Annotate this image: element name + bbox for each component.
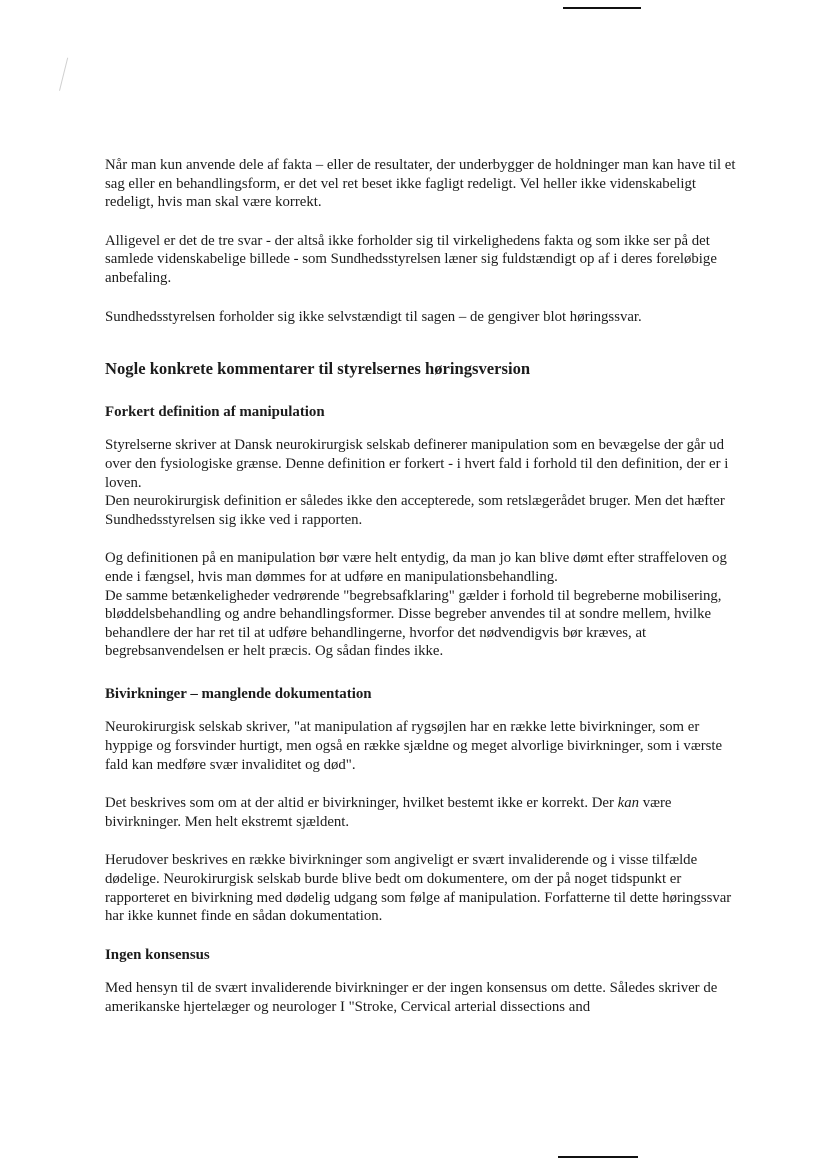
section-heading-kommentarer: Nogle konkrete kommentarer til styrelsernes høringsversion: [105, 359, 531, 379]
paragraph-neurokirurgisk-citat: Neurokirurgisk selskab skriver, "at manipulation af rygsøjlen har en række lette bivirkninger, som er hyppige og forsvinder hurtigt, men også en række sjældne og meget alvorlige bivirkninger, som i værste fald kan medføre svær invaliditet og død".: [105, 719, 723, 773]
scan-artifact-bottom: [558, 1156, 638, 1158]
subsection-heading-bivirkninger: Bivirkninger – manglende dokumentation: [105, 685, 372, 702]
scan-artifact-top: [563, 7, 641, 9]
paragraph-begrebsafklaring: De samme betænkeligheder vedrørende "begrebsafklaring" gælder i forhold til begreberne mobilisering, bløddelsbehandling og andre behandlingsformer. Disse begreber anvendes til at sondre mellem, hvilke behandlere der har ret til at udføre behandlingerne, hvorfor det nødvendigvis bør kræves, at begrebsanvendelsen er helt præcis. Og sådan findes ikke.: [105, 587, 722, 660]
paragraph-sundhedsstyrelsen: Sundhedsstyrelsen forholder sig ikke selvstændigt til sagen – de gengiver blot høringssvar.: [105, 308, 642, 325]
document-body: [105, 156, 738, 1037]
paragraph-med-hensyn: Med hensyn til de svært invaliderende bivirkninger er der ingen konsensus om dette. Således skriver de amerikanske hjertelæger og neurologer I "Stroke, Cervical arterial dissections and: [105, 980, 718, 1015]
faint-pencil-mark: [59, 58, 74, 93]
subsection-heading-forkert-definition: Forkert definition af manipulation: [105, 403, 325, 420]
italic-word-kan: kan: [617, 795, 640, 812]
subsection-heading-ingen-konsensus: Ingen konsensus: [105, 946, 210, 963]
paragraph-segment: Det beskrives som om at der altid er bivirkninger, hvilket bestemt ikke er korrekt. Der: [105, 795, 618, 812]
paragraph-definition-entydig: Og definitionen på en manipulation bør være helt entydig, da man jo kan blive dømt efter straffeloven og ende i fængsel, hvis man dømmes for at udføre en manipulationsbehandling.: [105, 550, 727, 585]
paragraph-intro-fakta: Når man kun anvende dele af fakta – eller de resultater, der underbygger de holdninger man kan have til et sag eller en behandlingsform, er det vel ret beset ikke fagligt redeligt. Vel heller ikke videnskabeligt redeligt, hvis man skal være korrekt.: [105, 157, 736, 211]
paragraph-neurokirurgisk-definition: Den neurokirurgisk definition er således ikke den accepterede, som retslægerådet bruger. Men det hæfter Sundhedsstyrelsen sig ikke ved i rapporten.: [105, 493, 725, 528]
paragraph-styrelserne-skriver: Styrelserne skriver at Dansk neurokirurgisk selskab definerer manipulation som en bevægelse der går ud over den fysiologiske grænse. Denne definition er forkert - i hvert fald i forhold til den definition, der er i loven.: [105, 437, 729, 491]
paragraph-alligevel: Alligevel er det de tre svar - der altså ikke forholder sig til virkelighedens fakta og som ikke ser på det samlede videnskabelige billede - som Sundhedsstyrelsen læner sig fuldstændigt op af i deres foreløbige anbefaling.: [105, 232, 717, 286]
paragraph-segment: være bivirkninger. Men helt ekstremt sjældent.: [105, 795, 672, 830]
paragraph-det-beskrives: [105, 794, 738, 831]
paragraph-herudover: Herudover beskrives en række bivirkninger som angiveligt er svært invaliderende og i visse tilfælde dødelige. Neurokirurgisk selskab burde blive bedt om dokumentere, om der på noget tidspunkt er rapporteret en bivirkning med dødelig udgang som følge af manipulation. Forfatterne til dette høringssvar har ikke kunnet finde en sådan dokumentation.: [105, 852, 732, 925]
